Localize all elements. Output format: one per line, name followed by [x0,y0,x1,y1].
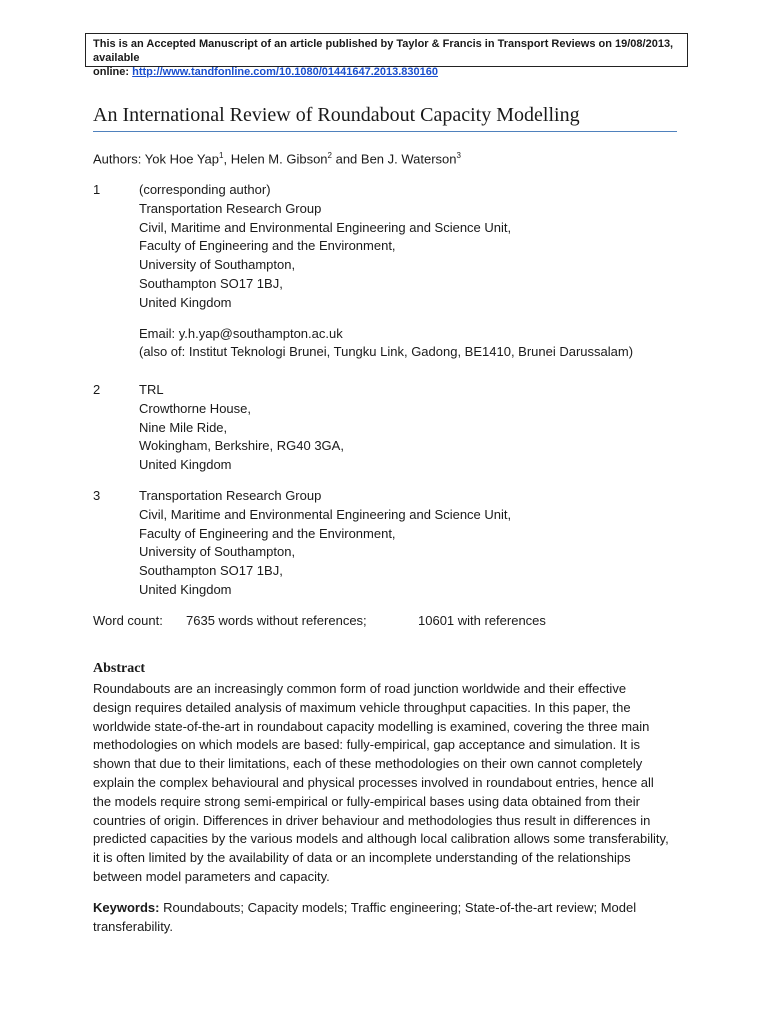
author-1: Yok Hoe Yap [144,151,220,167]
author-2: Helen M. Gibson [230,151,328,167]
title-underline-rule [93,131,677,132]
abstract-line: Roundabouts are an increasingly common form of road junction worldwide and their effective [93,681,627,696]
author-2-affiliation-mark: 2 [327,151,332,160]
notice-line-2 [93,65,680,79]
author-3: Ben J. Waterson [360,151,457,167]
word-count-label: Word count: [93,613,163,628]
affiliation-line: United Kingdom [139,457,232,473]
accepted-manuscript-notice [85,33,688,78]
affiliation-3 [93,487,511,600]
keywords-text: Roundabouts; Capacity models; Traffic engineering; State-of-the-art review; Model transferability. [93,900,637,934]
affiliation-line: Transportation Research Group [139,200,322,216]
corresponding-email: Email: y.h.yap@southampton.ac.uk [139,325,343,341]
authors-line [93,151,461,166]
abstract-line: design requires detailed analysis of maximum vehicle throughput capacities. In this paper, the [93,699,631,715]
paper-title: An International Review of Roundabout Capacity Modelling [93,104,580,126]
affiliation-line: United Kingdom [139,294,232,310]
author-separator-1: , [223,151,231,167]
authors-label: Authors: [93,151,145,167]
abstract-line: between model parameters and capacity. [93,868,330,884]
author-1-affiliation-mark: 1 [219,151,224,160]
word-count-without-references: 7635 words without references; [186,613,367,628]
affiliation-line: (corresponding author) [139,182,271,197]
keywords-label: Keywords: [93,900,160,915]
abstract-line: explain the complex behavioural and physical processes involved in roundabout entries, hence all [93,774,654,790]
abstract-line: methodologies on which models are based: fully-empirical, gap acceptance and simulation. It is [93,737,641,753]
affiliation-line: University of Southampton, [139,257,296,273]
affiliation-line: University of Southampton, [139,544,296,560]
abstract-line: it is often limited by the availability of data or an incomplete understanding of the relationships [93,850,631,866]
abstract-line: the models require strong semi-empirical or fully-empirical bases using data obtained from their [93,793,640,809]
affiliation-line: Southampton SO17 1BJ, [139,275,283,291]
abstract-line: predicted capacities by the various models and although local calibration allows some transferability, [93,831,669,847]
abstract-body [93,680,683,887]
abstract-heading: Abstract [93,661,146,676]
abstract-line: worldwide state-of-the-art in roundabout capacity modelling is examined, covering the three main [93,718,650,734]
abstract-line: shown that due to their limitations, each of these methodologies on their own cannot completely [93,756,643,772]
affiliation-number: 1 [93,182,101,197]
affiliation-line: Transportation Research Group [139,488,322,503]
affiliation-2 [93,381,344,475]
secondary-affiliation: (also of: Institut Teknologi Brunei, Tungku Link, Gadong, BE1410, Brunei Darussalam) [139,344,634,360]
affiliation-1 [93,181,633,362]
abstract-line: countries of origin. Differences in driver behaviour and methodologies thus result in differences in [93,812,651,828]
affiliation-line: Civil, Maritime and Environmental Engineering and Science Unit, [139,506,512,522]
notice-online-prefix: online: [93,66,133,78]
affiliation-number: 2 [93,382,101,397]
notice-line-1: This is an Accepted Manuscript of an article published by Taylor & Francis in Transport Reviews on 19/08/2013, available [93,38,674,64]
affiliation-line: Crowthorne House, [139,400,251,416]
affiliation-line: Wokingham, Berkshire, RG40 3GA, [139,438,344,454]
article-doi-link[interactable]: http://www.tandfonline.com/10.1080/01441647.2013.830160 [132,66,439,78]
keywords-paragraph [93,899,683,937]
author-3-affiliation-mark: 3 [456,151,461,160]
affiliation-line: Nine Mile Ride, [139,419,228,435]
affiliation-line: United Kingdom [139,581,232,597]
affiliation-line: Faculty of Engineering and the Environment, [139,525,396,541]
word-count-with-references: 10601 with references [418,613,546,628]
affiliation-line: Southampton SO17 1BJ, [139,563,283,579]
affiliation-line: TRL [139,382,164,397]
affiliation-line: Civil, Maritime and Environmental Engineering and Science Unit, [139,219,512,235]
affiliation-number: 3 [93,488,101,503]
affiliation-line: Faculty of Engineering and the Environment, [139,238,396,254]
author-separator-2: and [331,151,361,167]
